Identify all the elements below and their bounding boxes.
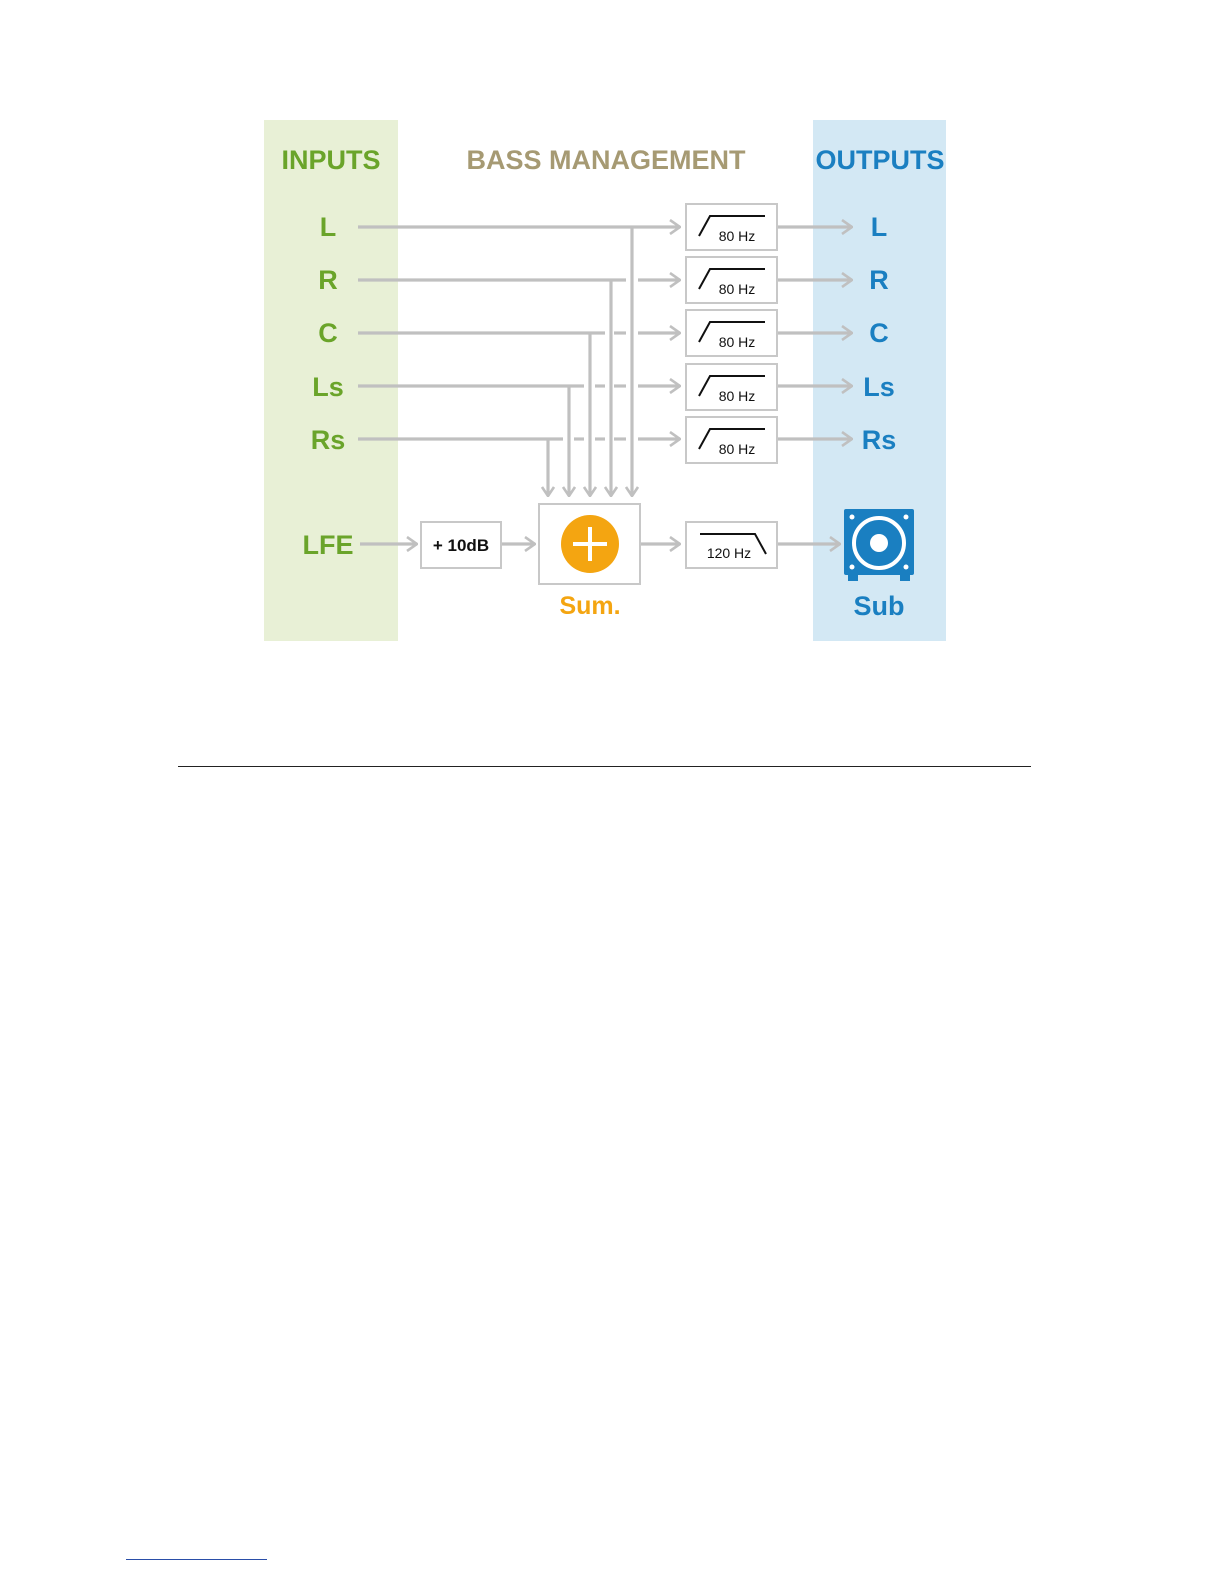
input-label-ls: Ls [312,372,344,402]
output-label-rs: Rs [861,425,897,455]
outputs-title: OUTPUTS [815,145,945,175]
inputs-title: INPUTS [281,145,381,175]
output-label-l: L [870,212,888,242]
horizontal-rule [178,766,1031,767]
output-label-c: C [869,318,889,348]
bass-management-diagram [0,0,1224,700]
filter-box-ls [686,364,777,410]
input-label-rs: Rs [310,425,346,455]
input-label-lfe: LFE [302,530,354,560]
sum-label: Sum. [559,592,621,620]
input-label-c: C [318,318,338,348]
filter-label-c: 80 Hz [718,334,756,350]
filter-box-c [686,310,777,356]
input-label-l: L [319,212,337,242]
footnote-rule [126,1559,267,1560]
subwoofer-icon [844,509,914,581]
lowpass-filter-label: 120 Hz [706,545,752,561]
gain-box [421,522,501,568]
filter-box-l [686,204,777,250]
filter-label-l: 80 Hz [718,228,756,244]
filter-box-rs [686,417,777,463]
output-label-ls: Ls [863,372,895,402]
input-label-r: R [318,265,338,295]
filter-label-ls: 80 Hz [718,388,756,404]
filter-label-r: 80 Hz [718,281,756,297]
filter-box-r [686,257,777,303]
lowpass-filter-box [686,522,777,568]
output-label-r: R [869,265,889,295]
plus-icon [561,515,619,573]
sum-box [539,504,640,584]
output-label-sub: Sub [853,591,905,621]
filter-label-rs: 80 Hz [718,441,756,457]
bass-management-title: BASS MANAGEMENT [466,145,746,175]
gain-label: + 10dB [432,536,490,555]
